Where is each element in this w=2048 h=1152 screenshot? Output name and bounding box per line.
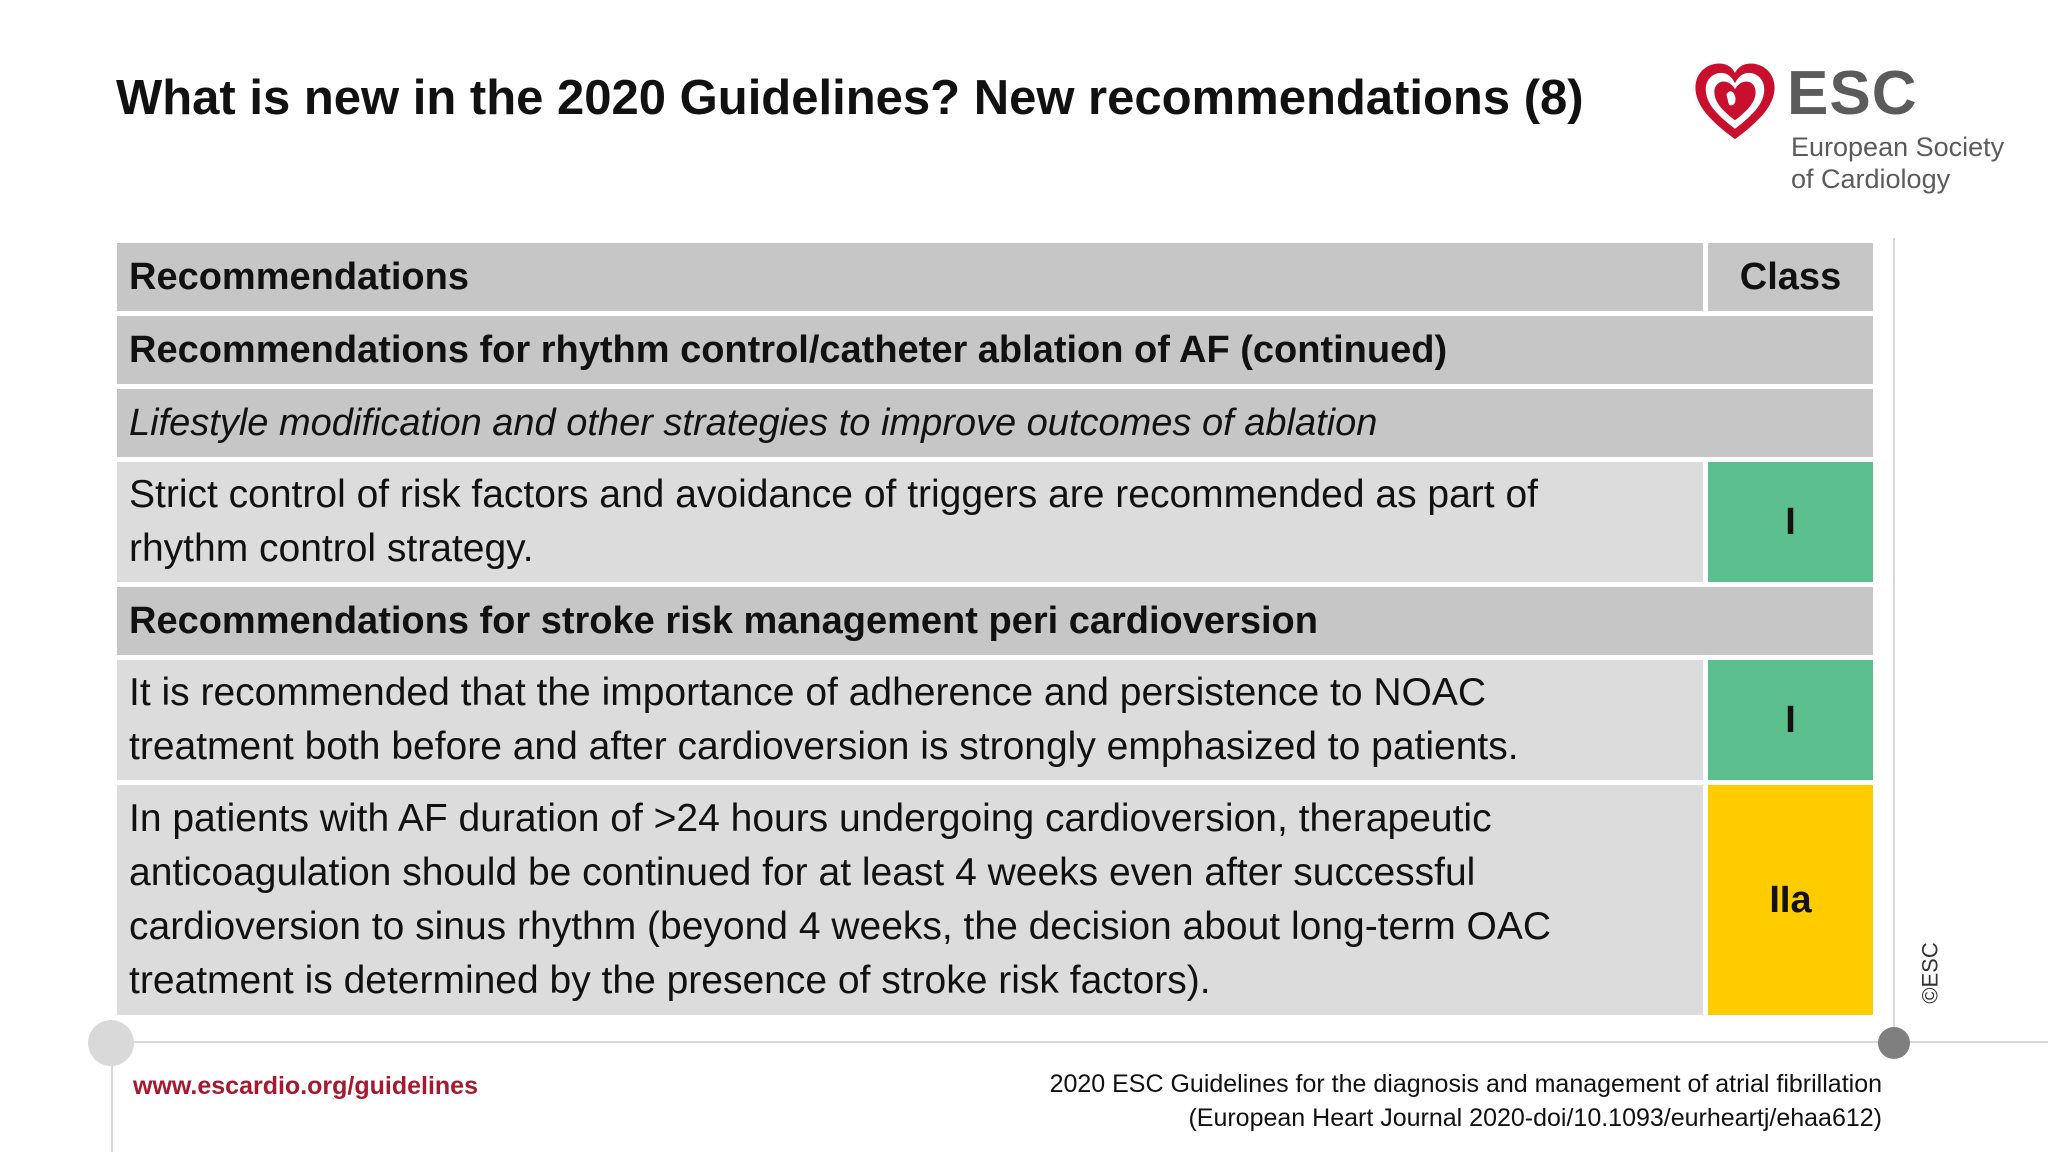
logo-subtitle-line1: European Society <box>1791 132 2005 162</box>
table-header-row <box>117 243 1873 311</box>
table-row <box>117 462 1873 582</box>
header-class: Class <box>1708 243 1873 311</box>
section-row-stroke-risk <box>117 587 1873 655</box>
heart-logo-icon <box>1692 60 1778 146</box>
section-heading: Recommendations for rhythm control/catheter ablation of AF (continued) <box>117 316 1873 384</box>
section-heading: Recommendations for stroke risk management peri cardioversion <box>117 587 1873 655</box>
citation-line: 2020 ESC Guidelines for the diagnosis and management of atrial fibrillation <box>1049 1070 1882 1098</box>
footer-divider <box>112 1041 2048 1043</box>
recommendation-line: treatment both before and after cardioversion is strongly emphasized to patients. <box>129 725 1519 768</box>
footer-dot-left <box>88 1020 134 1066</box>
class-badge: I <box>1708 660 1873 780</box>
frame-right-line <box>1893 238 1895 1042</box>
footer-dot-right <box>1878 1027 1910 1059</box>
recommendation-line: In patients with AF duration of >24 hours undergoing cardioversion, therapeutic <box>129 797 1492 840</box>
header-recommendations: Recommendations <box>117 243 1703 311</box>
recommendation-line: Strict control of risk factors and avoidance of triggers are recommended as part of <box>129 473 1538 516</box>
logo-wordmark: ESC <box>1787 59 1918 128</box>
recommendation-line: treatment is determined by the presence of stroke risk factors). <box>129 959 1211 1002</box>
section-row-rhythm-control <box>117 316 1873 384</box>
recommendation-text <box>117 785 1703 1015</box>
logo-subtitle-line2: of Cardiology <box>1791 164 1951 194</box>
table-row <box>117 785 1873 1015</box>
esc-logo <box>1692 54 2005 214</box>
subsection-row-lifestyle <box>117 389 1873 457</box>
table-row <box>117 660 1873 780</box>
citation <box>1050 1067 1882 1135</box>
citation-line: (European Heart Journal 2020-doi/10.1093/eurheartj/ehaa612) <box>1188 1104 1882 1132</box>
copyright-notice: ©ESC <box>1917 942 1943 1004</box>
guidelines-link[interactable]: www.escardio.org/guidelines <box>133 1072 478 1100</box>
recommendations-table <box>117 243 1873 1020</box>
recommendation-line: anticoagulation should be continued for at least 4 weeks even after successful <box>129 851 1476 894</box>
class-badge: I <box>1708 462 1873 582</box>
recommendation-line: cardioversion to sinus rhythm (beyond 4 weeks, the decision about long-term OAC <box>129 905 1552 948</box>
subsection-heading: Lifestyle modification and other strategies to improve outcomes of ablation <box>117 389 1873 457</box>
page-title: What is new in the 2020 Guidelines? New recommendations (8) <box>116 71 1584 125</box>
class-badge: IIa <box>1708 785 1873 1015</box>
recommendation-text <box>117 462 1703 582</box>
recommendation-text <box>117 660 1703 780</box>
recommendation-line: rhythm control strategy. <box>129 527 534 570</box>
recommendation-line: It is recommended that the importance of adherence and persistence to NOAC <box>129 671 1487 714</box>
